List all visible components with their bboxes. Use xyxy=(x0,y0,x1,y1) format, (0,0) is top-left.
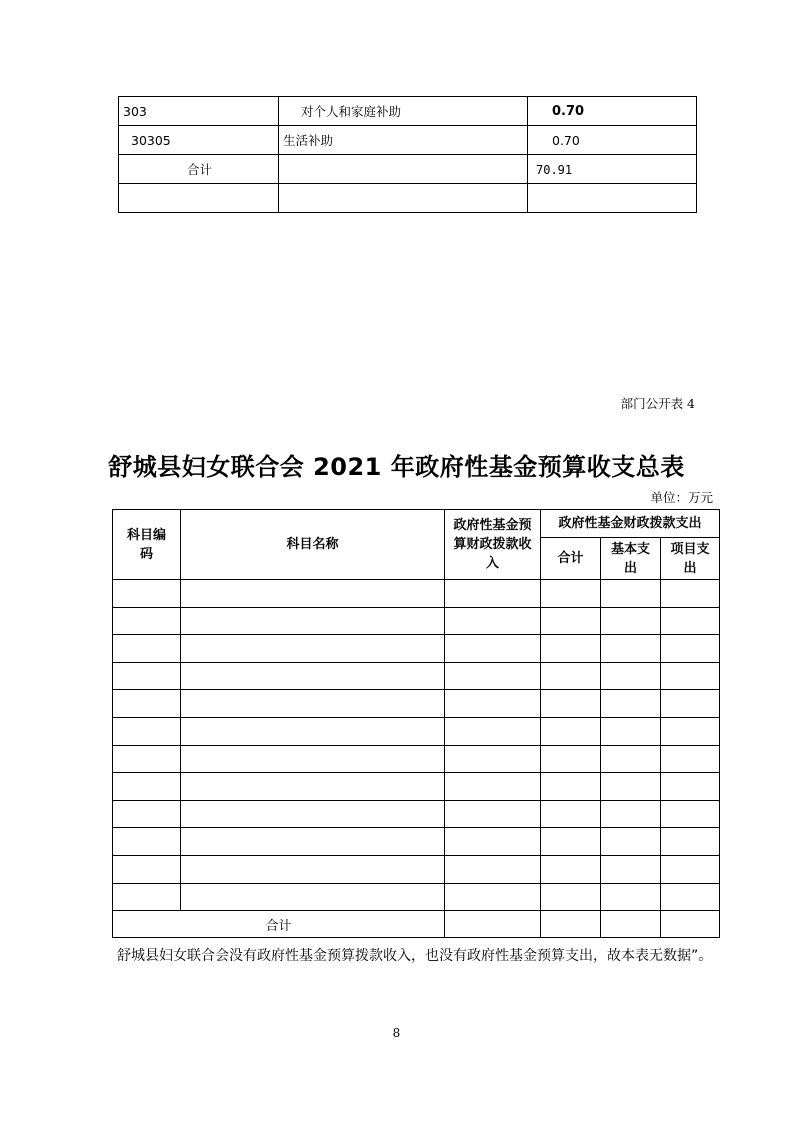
page-number: 8 xyxy=(392,1026,401,1040)
table-row xyxy=(113,855,720,883)
amount-cell: 0.70 xyxy=(528,126,697,155)
empty-cell xyxy=(181,883,445,911)
empty-cell xyxy=(181,855,445,883)
empty-cell xyxy=(445,828,541,856)
empty-cell xyxy=(181,635,445,663)
empty-cell xyxy=(541,580,601,608)
table-row xyxy=(113,828,720,856)
subject-code-cell: 303 xyxy=(119,97,279,126)
empty-cell xyxy=(601,635,661,663)
table-row xyxy=(113,580,720,608)
empty-cell xyxy=(661,883,720,911)
empty-cell xyxy=(541,745,601,773)
empty-cell xyxy=(541,607,601,635)
empty-cell xyxy=(601,662,661,690)
empty-cell xyxy=(279,184,528,213)
empty-cell xyxy=(445,580,541,608)
table-row xyxy=(119,97,697,126)
header-total: 合计 xyxy=(541,538,601,580)
empty-cell xyxy=(541,635,601,663)
no-data-note: 舒城县妇女联合会没有政府性基金预算拨款收入，也没有政府性基金预算支出，故本表无数据”。 xyxy=(117,948,713,964)
total-label-cell: 合计 xyxy=(113,911,445,938)
table-row xyxy=(119,126,697,155)
empty-cell xyxy=(601,580,661,608)
empty-cell xyxy=(113,635,181,663)
total-amount-cell: 70.91 xyxy=(528,155,697,184)
table-row xyxy=(113,690,720,718)
empty-cell xyxy=(181,828,445,856)
table-number: 部门公开表 4 xyxy=(620,396,695,411)
table-row xyxy=(119,155,697,184)
empty-cell xyxy=(181,745,445,773)
empty-cell xyxy=(661,800,720,828)
empty-cell xyxy=(601,773,661,801)
empty-cell xyxy=(113,607,181,635)
empty-cell xyxy=(601,607,661,635)
empty-cell xyxy=(528,184,697,213)
empty-cell xyxy=(661,828,720,856)
table-row xyxy=(113,607,720,635)
empty-cell xyxy=(181,580,445,608)
table-row xyxy=(119,184,697,213)
total-row xyxy=(113,911,720,938)
continued-expense-table xyxy=(118,96,697,213)
empty-cell xyxy=(661,911,720,938)
empty-cell xyxy=(445,745,541,773)
empty-cell xyxy=(445,855,541,883)
empty-cell xyxy=(661,717,720,745)
empty-cell xyxy=(541,883,601,911)
header-basic-expense: 基本支出 xyxy=(601,538,661,580)
empty-cell xyxy=(181,800,445,828)
empty-cell xyxy=(541,690,601,718)
empty-cell xyxy=(445,883,541,911)
empty-cell xyxy=(445,717,541,745)
empty-cell xyxy=(601,828,661,856)
empty-cell xyxy=(113,580,181,608)
empty-cell xyxy=(541,773,601,801)
empty-cell xyxy=(113,690,181,718)
header-fund-expense: 政府性基金财政拨款支出 xyxy=(541,510,720,538)
subject-name-cell xyxy=(279,155,528,184)
empty-cell xyxy=(119,184,279,213)
empty-cell xyxy=(661,662,720,690)
empty-cell xyxy=(661,580,720,608)
empty-cell xyxy=(541,911,601,938)
empty-cell xyxy=(601,690,661,718)
empty-cell xyxy=(601,745,661,773)
empty-cell xyxy=(181,773,445,801)
subject-code-cell: 30305 xyxy=(119,126,279,155)
empty-cell xyxy=(113,855,181,883)
government-fund-budget-table xyxy=(112,509,720,938)
total-label-cell: 合计 xyxy=(119,155,279,184)
empty-cell xyxy=(181,607,445,635)
empty-cell xyxy=(601,855,661,883)
empty-cell xyxy=(113,745,181,773)
empty-cell xyxy=(113,717,181,745)
empty-cell xyxy=(113,773,181,801)
empty-cell xyxy=(445,607,541,635)
unit-label: 单位：万元 xyxy=(650,490,713,505)
empty-cell xyxy=(181,690,445,718)
empty-cell xyxy=(661,745,720,773)
empty-cell xyxy=(541,855,601,883)
empty-cell xyxy=(541,800,601,828)
empty-cell xyxy=(181,717,445,745)
empty-cell xyxy=(601,717,661,745)
subject-name-cell: 对个人和家庭补助 xyxy=(279,97,528,126)
empty-cell xyxy=(601,883,661,911)
empty-cell xyxy=(661,607,720,635)
page-title: 舒城县妇女联合会 2021 年政府性基金预算收支总表 xyxy=(108,453,685,481)
empty-cell xyxy=(113,828,181,856)
table-row xyxy=(113,635,720,663)
header-subject-code: 科目编码 xyxy=(113,510,181,580)
header-fund-income: 政府性基金预算财政拨款收入 xyxy=(445,510,541,580)
empty-cell xyxy=(181,662,445,690)
empty-cell xyxy=(661,690,720,718)
empty-cell xyxy=(661,855,720,883)
empty-cell xyxy=(113,800,181,828)
empty-cell xyxy=(445,662,541,690)
table-row xyxy=(113,883,720,911)
empty-cell xyxy=(445,635,541,663)
subject-name-cell: 生活补助 xyxy=(279,126,528,155)
empty-cell xyxy=(445,773,541,801)
empty-cell xyxy=(113,662,181,690)
empty-cell xyxy=(113,883,181,911)
amount-cell: 0.70 xyxy=(528,97,697,126)
empty-cell xyxy=(445,690,541,718)
empty-cell xyxy=(541,662,601,690)
empty-cell xyxy=(541,828,601,856)
empty-cell xyxy=(661,635,720,663)
empty-cell xyxy=(601,911,661,938)
table-row xyxy=(113,800,720,828)
empty-cell xyxy=(601,800,661,828)
table-row xyxy=(113,662,720,690)
header-subject-name: 科目名称 xyxy=(181,510,445,580)
table-row xyxy=(113,773,720,801)
table-row xyxy=(113,717,720,745)
empty-cell xyxy=(445,911,541,938)
header-project-expense: 项目支出 xyxy=(661,538,720,580)
table-row xyxy=(113,745,720,773)
empty-cell xyxy=(445,800,541,828)
empty-cell xyxy=(541,717,601,745)
empty-cell xyxy=(661,773,720,801)
